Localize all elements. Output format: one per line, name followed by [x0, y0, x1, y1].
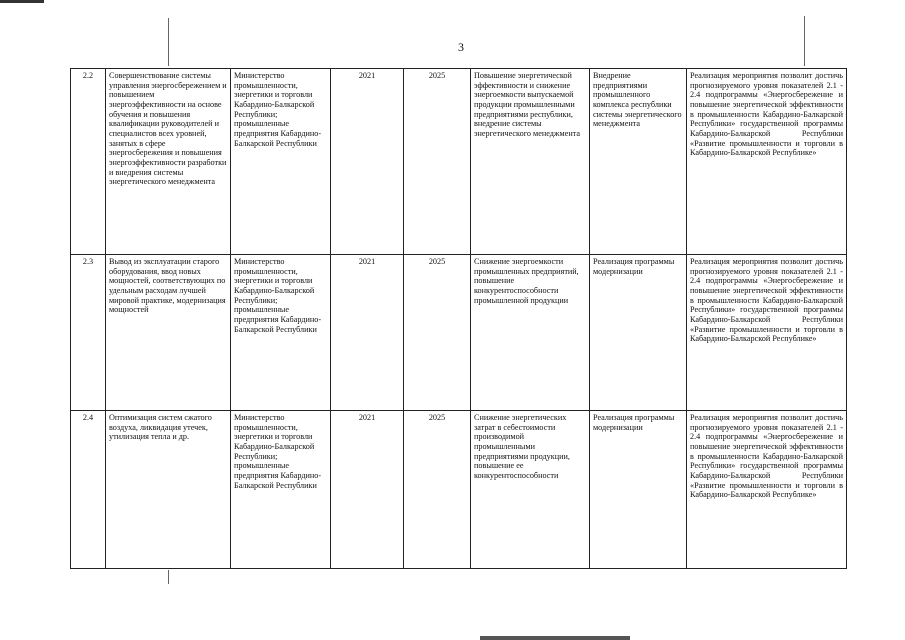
page-number: 3 — [458, 40, 464, 54]
scan-artifact-line — [804, 16, 805, 66]
measure-name: Вывод из эксплуатации старого оборудования, ввод новых мощностей, соответствующих по удельным расходам лучшей мировой практике, модернизация мощностей — [106, 255, 231, 411]
table-row — [71, 69, 847, 255]
implementation-result: Реализация мероприятия позволит достичь прогнозируемого уровня показателей 2.1 - 2.4 подпрограммы «Энергосбережение и повышение энергетической эффективности в промышленности Кабардино-Балкарской Республики» государственной программы Кабардино-Балкарской Республики «Развитие промышленности и торговли в Кабардино-Балкарской Республике» — [687, 411, 847, 569]
end-year: 2025 — [404, 69, 471, 255]
measures-table — [70, 68, 847, 569]
scan-artifact-line — [168, 570, 169, 584]
table-row — [71, 255, 847, 411]
executor: Министерство промышленности, энергетики и торговли Кабардино-Балкарской Республики; промышленные предприятия Кабардино-Балкарской Республики — [231, 411, 331, 569]
main-direction: Внедрение предприятиями промышленного комплекса республики системы энергетического менеджмента — [590, 69, 687, 255]
row-number: 2.4 — [71, 411, 106, 569]
end-year: 2025 — [404, 411, 471, 569]
start-year: 2021 — [331, 69, 404, 255]
implementation-result: Реализация мероприятия позволит достичь прогнозируемого уровня показателей 2.1 - 2.4 подпрограммы «Энергосбережение и повышение энергетической эффективности в промышленности Кабардино-Балкарской Республики» государственной программы Кабардино-Балкарской Республики «Развитие промышленности и торговли в Кабардино-Балкарской Республике» — [687, 69, 847, 255]
table-row — [71, 411, 847, 569]
measure-name: Оптимизация систем сжатого воздуха, ликвидация утечек, утилизация тепла и др. — [106, 411, 231, 569]
measure-name: Совершенствование системы управления энергосбережением и повышением энергоэффективности на основе обучения и повышения квалификации руководителей и специалистов всех уровней, занятых в сфере энергосбережения и повышения энергоэффективности разработки и внедрения системы энергетического менеджмента — [106, 69, 231, 255]
scan-artifact-top-left — [0, 0, 44, 3]
implementation-result: Реализация мероприятия позволит достичь прогнозируемого уровня показателей 2.1 - 2.4 подпрограммы «Энергосбережение и повышение энергетической эффективности в промышленности Кабардино-Балкарской Республики» государственной программы Кабардино-Балкарской Республики «Развитие промышленности и торговли в Кабардино-Балкарской Республике» — [687, 255, 847, 411]
start-year: 2021 — [331, 411, 404, 569]
executor: Министерство промышленности, энергетики и торговли Кабардино-Балкарской Республики; промышленные предприятия Кабардино-Балкарской Республики — [231, 69, 331, 255]
main-direction: Реализация программы модернизации — [590, 411, 687, 569]
main-direction: Реализация программы модернизации — [590, 255, 687, 411]
expected-effect: Снижение энергетических затрат в себестоимости производимой промышленными предприятиями продукции, повышение ее конкурентоспособности — [471, 411, 590, 569]
row-number: 2.3 — [71, 255, 106, 411]
expected-effect: Снижение энергоемкости промышленных предприятий, повышение конкурентоспособности промышленной продукции — [471, 255, 590, 411]
scan-artifact-bottom — [480, 636, 630, 640]
row-number: 2.2 — [71, 69, 106, 255]
end-year: 2025 — [404, 255, 471, 411]
expected-effect: Повышение энергетической эффективности и снижение энергоемкости выпускаемой продукции промышленными предприятиями республики, внедрение системы энергетического менеджмента — [471, 69, 590, 255]
scan-artifact-line — [168, 18, 169, 66]
executor: Министерство промышленности, энергетики и торговли Кабардино-Балкарской Республики; промышленные предприятия Кабардино-Балкарской Республики — [231, 255, 331, 411]
start-year: 2021 — [331, 255, 404, 411]
